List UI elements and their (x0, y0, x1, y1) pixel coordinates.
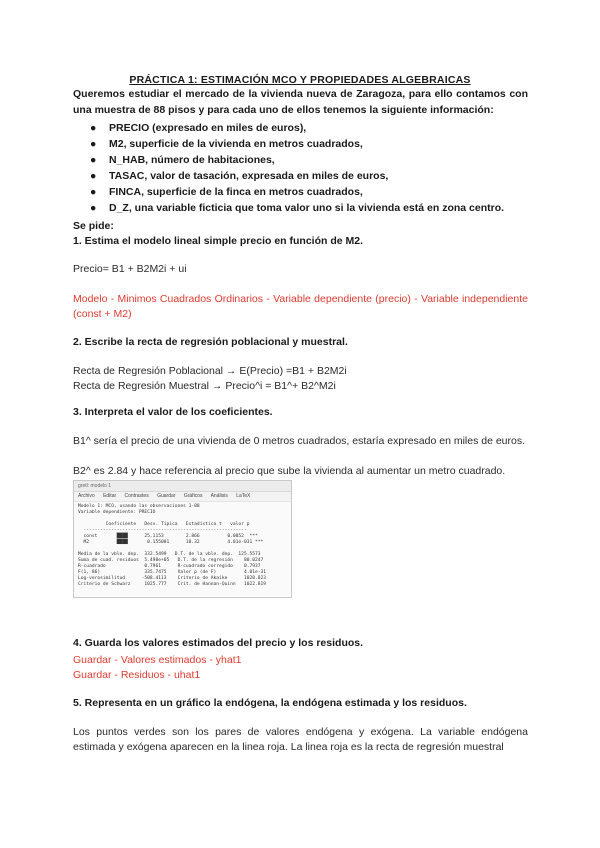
se-pide-label: Se pide: (73, 220, 114, 232)
bullet-icon: ● (90, 122, 97, 134)
menu-item: Análisis (210, 493, 228, 499)
q4-heading: 4. Guarda los valores estimados del precio y los residuos. (73, 637, 364, 649)
list-item: ● FINCA, superficie de la finca en metros cuadrados, (90, 186, 363, 198)
bullet-icon: ● (90, 202, 97, 214)
menu-item: Editar (103, 493, 117, 499)
q2-heading: 2. Escribe la recta de regresión poblacional y muestral. (73, 336, 348, 348)
q1-formula: Precio= B1 + B2M2i + ui (73, 263, 187, 275)
list-item: ● N_HAB, número de habitaciones, (90, 154, 275, 166)
list-item: ● M2, superficie de la vivienda en metros cuadrados, (90, 138, 363, 150)
screenshot-output-text: Modelo 1: MCO, usando las observaciones 1-88 Variable dependiente: PRECIO Coeficiente Desv. Típica Estadístico t valor p ----------------------------------------------------------- const ████ 25.1153 2.866 0.0052 *** M2 ████ 0.155081 18.32 4.01e-031 *** Media de la vble. dep. 332.5499 D.T. de la vble. dep. 125.5573 Suma de cuad. residuos 5.498e+05 D.T. de la regresión 80.0247 R-cuadrado 0.7961 R-cuadrado corregido 0.7937 F(1, 86) 335.7475 Valor p (de F) 4.01e-31 Log-verosimilitud -508.4113 Criterio de Akaike 1020.823 Criterio de Schwarz 1025.777 Crit. de Hannan-Quinn 1022.819 (78, 504, 267, 587)
menu-item: Archivo (78, 493, 95, 499)
q1-heading: 1. Estima el modelo lineal simple precio en función de M2. (73, 235, 363, 247)
bullet-icon: ● (90, 186, 97, 198)
list-item: ● PRECIO (expresado en miles de euros), (90, 122, 307, 134)
menu-item: Gráficos (183, 493, 203, 499)
screenshot-titlebar: gretl: modelo 1 (74, 481, 291, 492)
variable-list (73, 120, 504, 216)
bullet-icon: ● (90, 170, 97, 182)
intro-paragraph: Queremos estudiar el mercado de la vivienda nueva de Zaragoza, para ello contamos con una muestra de 88 pisos y para cada uno de ellos tenemos la siguiente información: (73, 88, 528, 116)
bullet-icon: ● (90, 138, 97, 150)
q4-line-uhat: Guardar - Residuos - uhat1 (73, 669, 201, 681)
q5-paragraph: Los puntos verdes son los pares de valores endógena y exógena. La variable endógena estimada y exógena aparecen en la linea roja. La linea roja es la recta de regresión muestral (73, 726, 528, 753)
list-item: ● D_Z, una variable ficticia que toma valor uno si la vivienda está en zona centro. (90, 202, 505, 214)
q3-paragraph-b2: B2^ es 2.84 y hace referencia al precio que sube la vivienda al aumentar un metro cuadrado. (73, 465, 506, 477)
menu-item: Guardar (157, 493, 176, 499)
q1-answer: Modelo - Minimos Cuadrados Ordinarios - Variable dependiente (precio) - Variable independiente (const + M2) (73, 293, 528, 320)
q4-line-yhat: Guardar - Valores estimados - yhat1 (73, 654, 242, 666)
menu-item: LaTeX (236, 493, 251, 499)
list-item: ● TASAC, valor de tasación, expresada en miles de euros, (90, 170, 389, 182)
page-title: PRÁCTICA 1: ESTIMACIÓN MCO Y PROPIEDADES ALGEBRAICAS (129, 74, 471, 86)
menu-item: Contrastes (124, 493, 149, 499)
q2-line-poblacional: Recta de Regresión Poblacional → E(Precio) =B1 + B2M2i (73, 365, 347, 377)
q3-paragraph-b1: B1^ sería el precio de una vivienda de 0 metros cuadrados, estaría expresado en miles de euros. (73, 435, 526, 447)
screenshot-menubar (74, 492, 291, 502)
bullet-icon: ● (90, 154, 97, 166)
gretl-output-screenshot (73, 480, 292, 598)
q3-heading: 3. Interpreta el valor de los coeficientes. (73, 406, 273, 418)
q2-line-muestral: Recta de Regresión Muestral → Precio^i = B1^+ B2^M2i (73, 380, 336, 392)
q5-heading: 5. Representa en un gráfico la endógena, la endógena estimada y los residuos. (73, 697, 467, 709)
